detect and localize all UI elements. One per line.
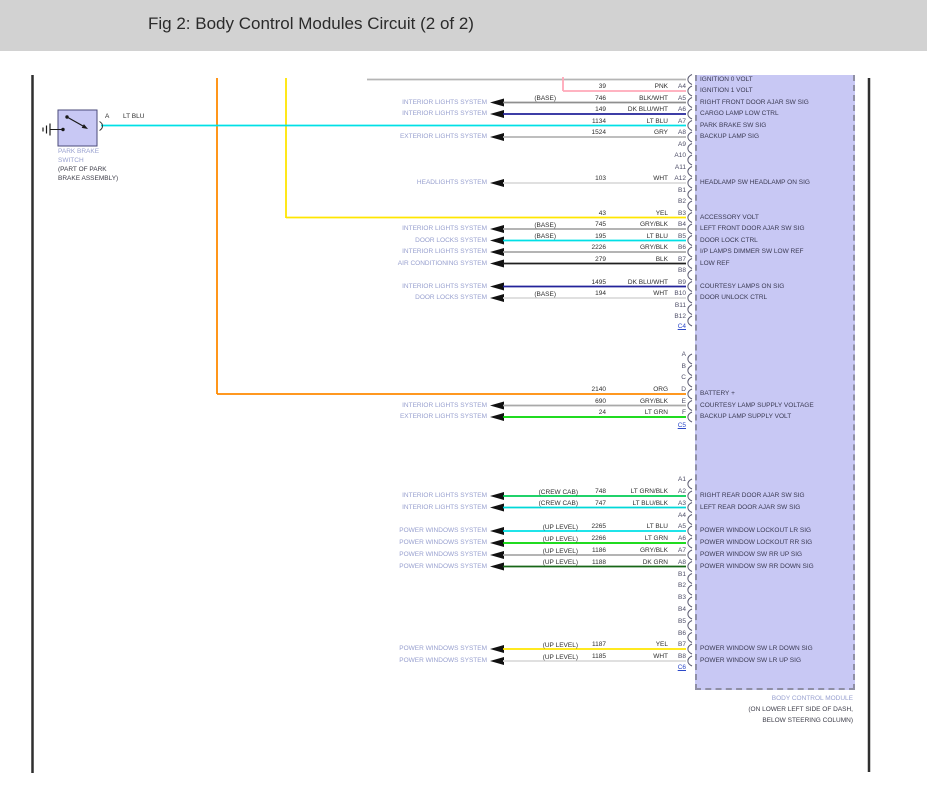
pin-label: B11 xyxy=(674,301,686,309)
circuit-number: 279 xyxy=(595,255,606,263)
pin-signal-label: BATTERY + xyxy=(700,390,735,397)
pin-label: A2 xyxy=(678,488,686,495)
pin-label: A xyxy=(681,351,686,358)
wire-color-code: PNK xyxy=(654,83,668,90)
system-label: POWER WINDOWS SYSTEM xyxy=(399,645,487,652)
connector-link-c5[interactable]: C5 xyxy=(677,422,686,429)
variant-label: (CREW CAB) xyxy=(538,488,578,496)
wire-color-code: LT GRN xyxy=(644,535,668,542)
park-brake-switch-note: BRAKE ASSEMBLY) xyxy=(58,175,119,182)
pin-label: A5 xyxy=(678,523,686,530)
pin-signal-label: RIGHT REAR DOOR AJAR SW SIG xyxy=(700,492,805,499)
variant-label: (UP LEVEL) xyxy=(542,559,578,566)
wire-color-code: DK GRN xyxy=(642,558,668,566)
pin-label: A9 xyxy=(678,140,686,148)
circuit-number: 24 xyxy=(598,409,606,416)
wire-color-code: LT GRN/BLK xyxy=(630,488,668,495)
pin-label: B8 xyxy=(678,267,686,274)
circuit-number: 746 xyxy=(595,94,606,102)
system-label: INTERIOR LIGHTS SYSTEM xyxy=(402,110,487,117)
pin-label: A3 xyxy=(678,499,686,507)
pin-signal-label: POWER WINDOW LOCKOUT LR SIG xyxy=(700,527,812,534)
wire-color-code: LT BLU/BLK xyxy=(632,499,668,507)
wire-color-code: GRY/BLK xyxy=(639,397,668,405)
variant-label: (UP LEVEL) xyxy=(542,535,578,543)
pin-label: A8 xyxy=(678,129,686,136)
pin-label: A7 xyxy=(678,117,686,125)
pin-label: A12 xyxy=(674,175,686,182)
pin-label: B8 xyxy=(678,653,686,660)
circuit-number: 1188 xyxy=(592,558,606,566)
pin-signal-label: COURTESY LAMP SUPPLY VOLTAGE xyxy=(700,401,814,409)
bcm-location-label: (ON LOWER LEFT SIDE OF DASH, xyxy=(748,706,853,713)
pin-signal-label: LEFT FRONT DOOR AJAR SW SIG xyxy=(700,225,805,232)
wire-color-code: DK BLU/WHT xyxy=(627,106,668,113)
wire-color-code: LT GRN xyxy=(644,409,668,416)
pin-signal-label: LEFT REAR DOOR AJAR SW SIG xyxy=(700,503,801,511)
variant-label: (BASE) xyxy=(534,290,556,298)
pin-label: B3 xyxy=(678,209,686,217)
pin-label: B4 xyxy=(678,606,686,613)
variant-label: (BASE) xyxy=(534,233,556,240)
system-label: POWER WINDOWS SYSTEM xyxy=(399,562,487,570)
circuit-number: 1495 xyxy=(591,278,606,286)
switch-wire-color-label: LT BLU xyxy=(123,113,145,120)
pin-signal-label: POWER WINDOW LOCKOUT RR SIG xyxy=(700,539,813,546)
park-brake-switch-name: PARK BRAKE xyxy=(58,148,100,155)
pin-signal-label: HEADLAMP SW HEADLAMP ON SIG xyxy=(700,179,810,186)
pin-label: B1 xyxy=(678,186,686,194)
pin-label: B xyxy=(681,362,686,370)
connector-link-c6[interactable]: C6 xyxy=(677,664,686,671)
pin-signal-label: BACKUP LAMP SUPPLY VOLT xyxy=(700,413,792,420)
circuit-number: 194 xyxy=(595,290,606,297)
circuit-number: 2226 xyxy=(591,244,606,251)
park-brake-switch-note: (PART OF PARK xyxy=(58,166,107,173)
circuit-number: 149 xyxy=(595,106,606,113)
system-label: INTERIOR LIGHTS SYSTEM xyxy=(402,248,487,255)
pin-signal-label: DOOR UNLOCK CTRL xyxy=(700,294,768,301)
pin-label: B5 xyxy=(678,617,686,625)
pin-label: A6 xyxy=(678,106,686,113)
circuit-number: 1524 xyxy=(591,129,606,136)
pin-label: A6 xyxy=(678,535,686,542)
pin-signal-label: POWER WINDOW SW LR UP SIG xyxy=(700,657,801,664)
pin-label: A11 xyxy=(674,163,686,171)
pin-label: B5 xyxy=(678,232,686,240)
system-label: EXTERIOR LIGHTS SYSTEM xyxy=(399,133,487,140)
wire-color-code: GRY/BLK xyxy=(639,221,668,228)
pin-label: B1 xyxy=(678,570,686,578)
pin-label: B12 xyxy=(674,313,686,320)
system-label: AIR CONDITIONING SYSTEM xyxy=(397,259,487,267)
system-label: INTERIOR LIGHTS SYSTEM xyxy=(402,503,487,511)
pin-label: A8 xyxy=(678,558,686,566)
pin-label: E xyxy=(681,397,686,405)
pin-label: A10 xyxy=(674,152,686,159)
circuit-number: 1185 xyxy=(592,653,606,660)
pin-label: B6 xyxy=(678,244,686,251)
circuit-number: 1187 xyxy=(592,641,606,648)
pin-signal-label: POWER WINDOW SW LR DOWN SIG xyxy=(700,645,813,652)
pin-signal-label: RIGHT FRONT DOOR AJAR SW SIG xyxy=(700,98,809,106)
connector-link-c4[interactable]: C4 xyxy=(677,323,686,330)
pin-label: A4 xyxy=(678,83,686,90)
pin-signal-label: DOOR LOCK CTRL xyxy=(700,236,758,244)
wire-color-code: YEL xyxy=(655,641,668,648)
pin-label: D xyxy=(681,386,686,393)
circuit-number: 690 xyxy=(595,397,606,405)
pin-label: B2 xyxy=(678,582,686,589)
pin-signal-label: CARGO LAMP LOW CTRL xyxy=(700,110,779,117)
pin-signal-label: PARK BRAKE SW SIG xyxy=(700,121,767,129)
bcm-location-label: BELOW STEERING COLUMN) xyxy=(762,717,853,724)
system-label: POWER WINDOWS SYSTEM xyxy=(399,657,487,664)
circuit-number: 1186 xyxy=(592,547,606,554)
pin-label: B10 xyxy=(674,290,686,297)
pin-label: B7 xyxy=(678,641,686,648)
circuit-number: 103 xyxy=(595,175,606,182)
circuit-number: 43 xyxy=(598,209,606,217)
wire-color-code: GRY/BLK xyxy=(639,547,668,554)
system-label: INTERIOR LIGHTS SYSTEM xyxy=(402,225,487,232)
variant-label: (BASE) xyxy=(534,221,556,229)
pin-signal-label: IGNITION 1 VOLT xyxy=(700,87,753,94)
circuit-number: 1134 xyxy=(592,117,606,125)
wire-color-code: WHT xyxy=(653,653,668,660)
wire-color-code: GRY/BLK xyxy=(639,244,668,251)
pin-signal-label: ACCESSORY VOLT xyxy=(700,213,759,221)
pin-signal-label: I/P LAMPS DIMMER SW LOW REF xyxy=(700,248,804,255)
circuit-number: 747 xyxy=(595,499,606,507)
pin-label: B7 xyxy=(678,255,686,263)
circuit-number: 745 xyxy=(595,221,606,228)
pin-label: A4 xyxy=(678,511,686,519)
variant-label: (CREW CAB) xyxy=(538,500,578,507)
wire-color-code: BLK/WHT xyxy=(639,94,668,102)
circuit-number: 39 xyxy=(598,83,606,90)
circuit-number: 2265 xyxy=(591,523,606,530)
system-label: EXTERIOR LIGHTS SYSTEM xyxy=(399,413,487,420)
switch-pin-label: A xyxy=(105,113,110,120)
wire-color-code: BLK xyxy=(655,255,668,263)
variant-label: (UP LEVEL) xyxy=(542,523,578,531)
variant-label: (UP LEVEL) xyxy=(542,547,578,555)
wire-color-code: GRY xyxy=(654,129,668,136)
system-label: POWER WINDOWS SYSTEM xyxy=(399,527,487,534)
pin-signal-label: BACKUP LAMP SIG xyxy=(700,133,760,140)
system-label: INTERIOR LIGHTS SYSTEM xyxy=(402,98,487,106)
pin-label: B2 xyxy=(678,198,686,205)
pin-signal-label: POWER WINDOW SW RR DOWN SIG xyxy=(700,562,814,570)
pin-signal-label: LOW REF xyxy=(700,259,730,267)
pin-label: F xyxy=(682,409,686,416)
pin-signal-label: POWER WINDOW SW RR UP SIG xyxy=(700,551,803,558)
wire-color-code: WHT xyxy=(653,175,668,182)
pin-signal-label: IGNITION 0 VOLT xyxy=(700,75,753,83)
system-label: INTERIOR LIGHTS SYSTEM xyxy=(402,282,487,290)
system-label: INTERIOR LIGHTS SYSTEM xyxy=(402,401,487,409)
system-label: DOOR LOCKS SYSTEM xyxy=(415,236,487,244)
pin-label: B6 xyxy=(678,629,686,637)
wire-color-code: ORG xyxy=(653,386,668,393)
pin-label: B3 xyxy=(678,594,686,601)
wire-color-code: YEL xyxy=(655,209,668,217)
figure-title: Fig 2: Body Control Modules Circuit (2 of 2) xyxy=(148,14,474,33)
bcm-name-label: BODY CONTROL MODULE xyxy=(771,695,853,702)
pin-label: A5 xyxy=(678,94,686,102)
variant-label: (UP LEVEL) xyxy=(542,653,578,661)
pin-label: A7 xyxy=(678,547,686,554)
wire-color-code: LT BLU xyxy=(646,232,668,240)
system-label: POWER WINDOWS SYSTEM xyxy=(399,551,487,558)
park-brake-switch-name: SWITCH xyxy=(58,157,84,164)
variant-label: (BASE) xyxy=(534,95,556,102)
wire-color-code: LT BLU xyxy=(646,523,668,530)
system-label: INTERIOR LIGHTS SYSTEM xyxy=(402,492,487,499)
system-label: HEADLIGHTS SYSTEM xyxy=(416,179,487,186)
system-label: POWER WINDOWS SYSTEM xyxy=(399,539,487,546)
pin-label: B4 xyxy=(678,221,686,228)
circuit-number: 2140 xyxy=(591,386,606,393)
system-label: DOOR LOCKS SYSTEM xyxy=(415,294,487,301)
pin-label: A1 xyxy=(678,476,686,483)
circuit-number: 748 xyxy=(595,488,606,495)
pin-label: C xyxy=(681,374,686,381)
wire-color-code: LT BLU xyxy=(646,117,668,125)
wire-color-code: WHT xyxy=(653,290,668,297)
wire-color-code: DK BLU/WHT xyxy=(627,278,668,286)
pin-signal-label: COURTESY LAMPS ON SIG xyxy=(700,282,785,290)
circuit-number: 2266 xyxy=(591,535,606,542)
variant-label: (UP LEVEL) xyxy=(542,641,578,649)
pin-label: B9 xyxy=(678,278,686,286)
circuit-number: 195 xyxy=(595,232,606,240)
